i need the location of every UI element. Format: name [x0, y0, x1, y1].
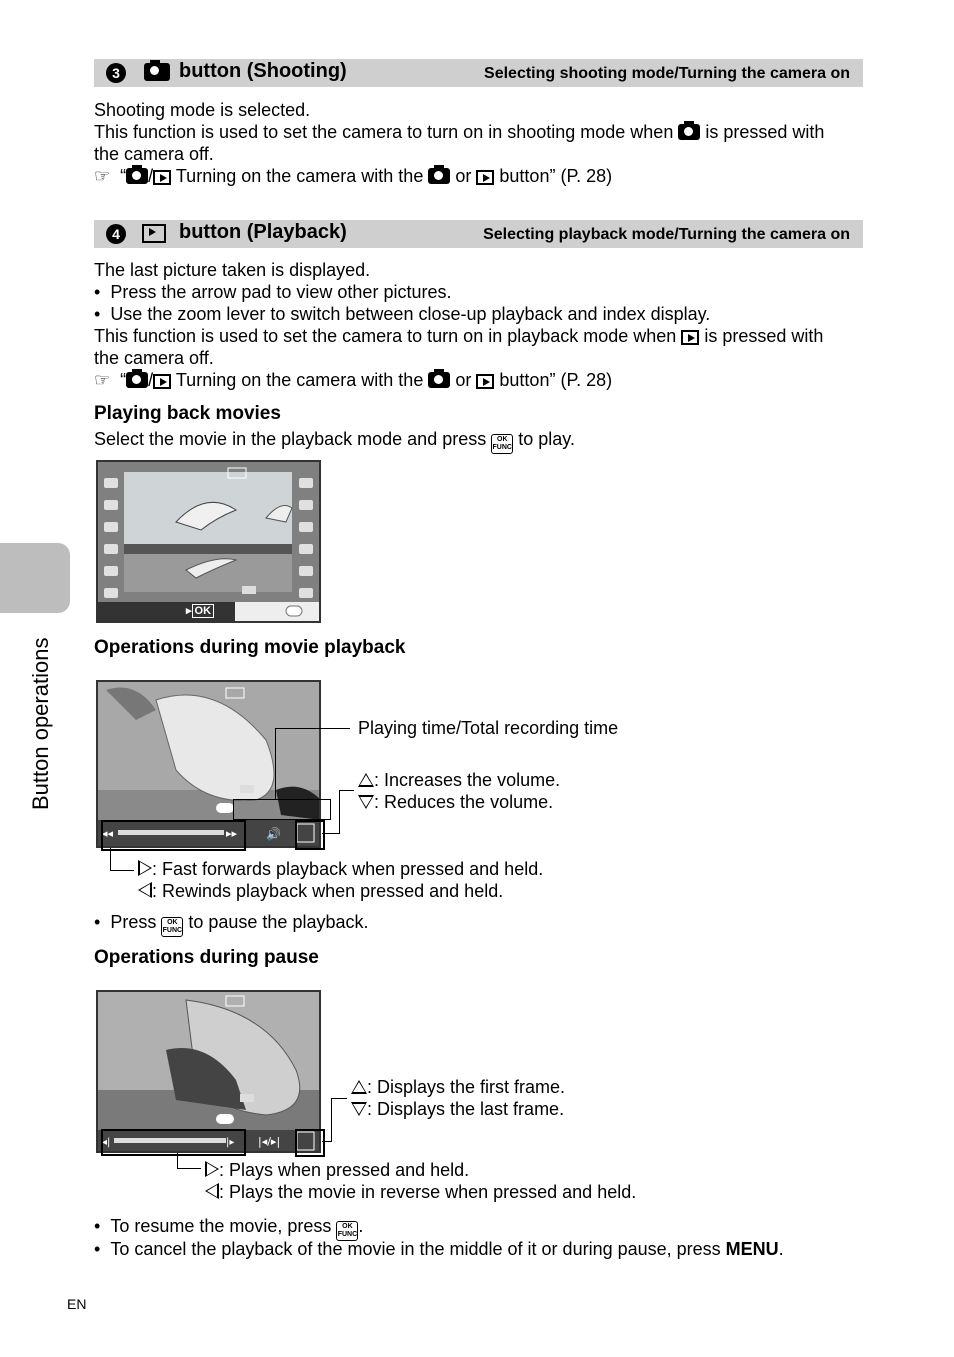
bullet-item: • To resume the movie, press OK FUNC. [94, 1215, 363, 1241]
section-header-shooting [94, 59, 863, 87]
section-subtitle: Selecting shooting mode/Turning the camera on [484, 65, 850, 82]
callout-label: : Rewinds playback when pressed and held. [138, 880, 503, 902]
callout-line [177, 1153, 178, 1169]
subsection-heading: Operations during movie playback [94, 637, 406, 658]
body-text: The last picture taken is displayed. [94, 260, 371, 280]
reference-hand-icon: ☞ [94, 166, 111, 186]
svg-text:▸▸: ▸▸ [226, 827, 238, 840]
camera-icon [126, 168, 148, 184]
subsection-heading: Playing back movies [94, 403, 281, 424]
right-arrow-icon [205, 1161, 219, 1177]
progress-bar-outline [101, 820, 246, 851]
reference-hand-icon: ☞ [94, 370, 111, 390]
subsection-heading: Operations during pause [94, 947, 319, 968]
playback-icon [681, 330, 699, 345]
frame-key-outline [295, 1129, 325, 1157]
svg-text:|▸: |▸ [226, 1137, 235, 1148]
callout-line [339, 790, 354, 791]
ok-func-button-icon: OK FUNC [336, 1221, 358, 1241]
section-title: button (Shooting) [179, 60, 347, 82]
reference-line: ☞ “ / Turning on the camera with the or button” (P. 28) [94, 166, 613, 186]
menu-button-label: MENU [725, 1239, 779, 1259]
pause-bar-outline [101, 1129, 246, 1156]
body-text: Shooting mode is selected. [94, 100, 311, 120]
svg-text:🔊: 🔊 [266, 827, 281, 841]
callout-label: : Fast forwards playback when pressed and held. [138, 858, 543, 880]
bullet-item: • Press the arrow pad to view other pictures. [94, 282, 452, 302]
callout-line [331, 1098, 347, 1099]
callout-line [275, 728, 350, 729]
down-arrow-icon [358, 795, 374, 809]
callout-label: : Reduces the volume. [358, 791, 553, 813]
callout-label: : Plays when pressed and held. [205, 1159, 469, 1181]
movie-select-screen [96, 460, 321, 623]
playback-icon [476, 170, 494, 185]
callout-line [275, 728, 276, 799]
down-arrow-icon [351, 1102, 367, 1116]
callout-label: : Plays the movie in reverse when pressed and held. [205, 1181, 636, 1203]
ok-func-button-icon: OK FUNC [491, 434, 513, 454]
callout-line [339, 790, 340, 834]
camera-icon [428, 168, 450, 184]
body-text: the camera off. [94, 348, 214, 368]
playback-icon [476, 374, 494, 389]
ok-func-button-icon: OK FUNC [161, 917, 183, 937]
body-text: This function is used to set the camera to turn on in playback mode when is pressed with [94, 326, 824, 346]
svg-text:|◂/▸|: |◂/▸| [258, 1135, 281, 1148]
chapter-label: Button operations [28, 637, 53, 810]
chapter-tab [0, 543, 70, 613]
callout-label: : Displays the last frame. [351, 1098, 564, 1120]
body-text: Select the movie in the playback mode and press OK FUNC to play. [94, 428, 575, 454]
callout-label: : Increases the volume. [358, 769, 560, 791]
left-arrow-icon [205, 1183, 219, 1199]
callout-line [331, 1098, 332, 1142]
time-display-outline [233, 799, 331, 820]
bullet-item: • Use the zoom lever to switch between close-up playback and index display. [94, 304, 711, 324]
body-text: This function is used to set the camera to turn on in shooting mode when is pressed with [94, 122, 825, 142]
playback-icon [153, 374, 171, 389]
camera-icon [126, 372, 148, 388]
section-number: 4 [106, 224, 126, 244]
callout-line [110, 870, 134, 871]
section-number: 3 [106, 63, 126, 83]
callout-line [322, 833, 340, 834]
camera-icon [678, 124, 700, 140]
camera-icon [428, 372, 450, 388]
callout-label: : Displays the first frame. [351, 1076, 565, 1098]
ok-play-label: ▸ OK [186, 604, 214, 617]
up-arrow-icon [351, 1080, 367, 1094]
movie-thumbnail-graphic [96, 460, 321, 623]
svg-text:◂|: ◂| [102, 1137, 111, 1148]
callout-label: Playing time/Total recording time [358, 718, 619, 738]
playback-icon [142, 224, 166, 245]
body-text: the camera off. [94, 144, 214, 164]
section-title: button (Playback) [179, 221, 347, 243]
language-footer: EN [67, 1296, 87, 1312]
reference-line: ☞ “ / Turning on the camera with the or button” (P. 28) [94, 370, 613, 390]
bullet-item: • To cancel the playback of the movie in the middle of it or during pause, press MENU. [94, 1239, 784, 1259]
volume-key-outline [295, 820, 325, 850]
bullet-item: • Press OK FUNC to pause the playback. [94, 911, 368, 937]
callout-line [110, 848, 111, 870]
playback-icon [153, 170, 171, 185]
section-header-playback [94, 220, 863, 248]
callout-line [177, 1168, 201, 1169]
section-subtitle: Selecting playback mode/Turning the camera on [483, 226, 850, 243]
up-arrow-icon [358, 773, 374, 787]
camera-icon [144, 63, 170, 84]
right-arrow-icon [138, 860, 152, 876]
left-arrow-icon [138, 882, 152, 898]
svg-text:◂◂: ◂◂ [102, 827, 114, 840]
